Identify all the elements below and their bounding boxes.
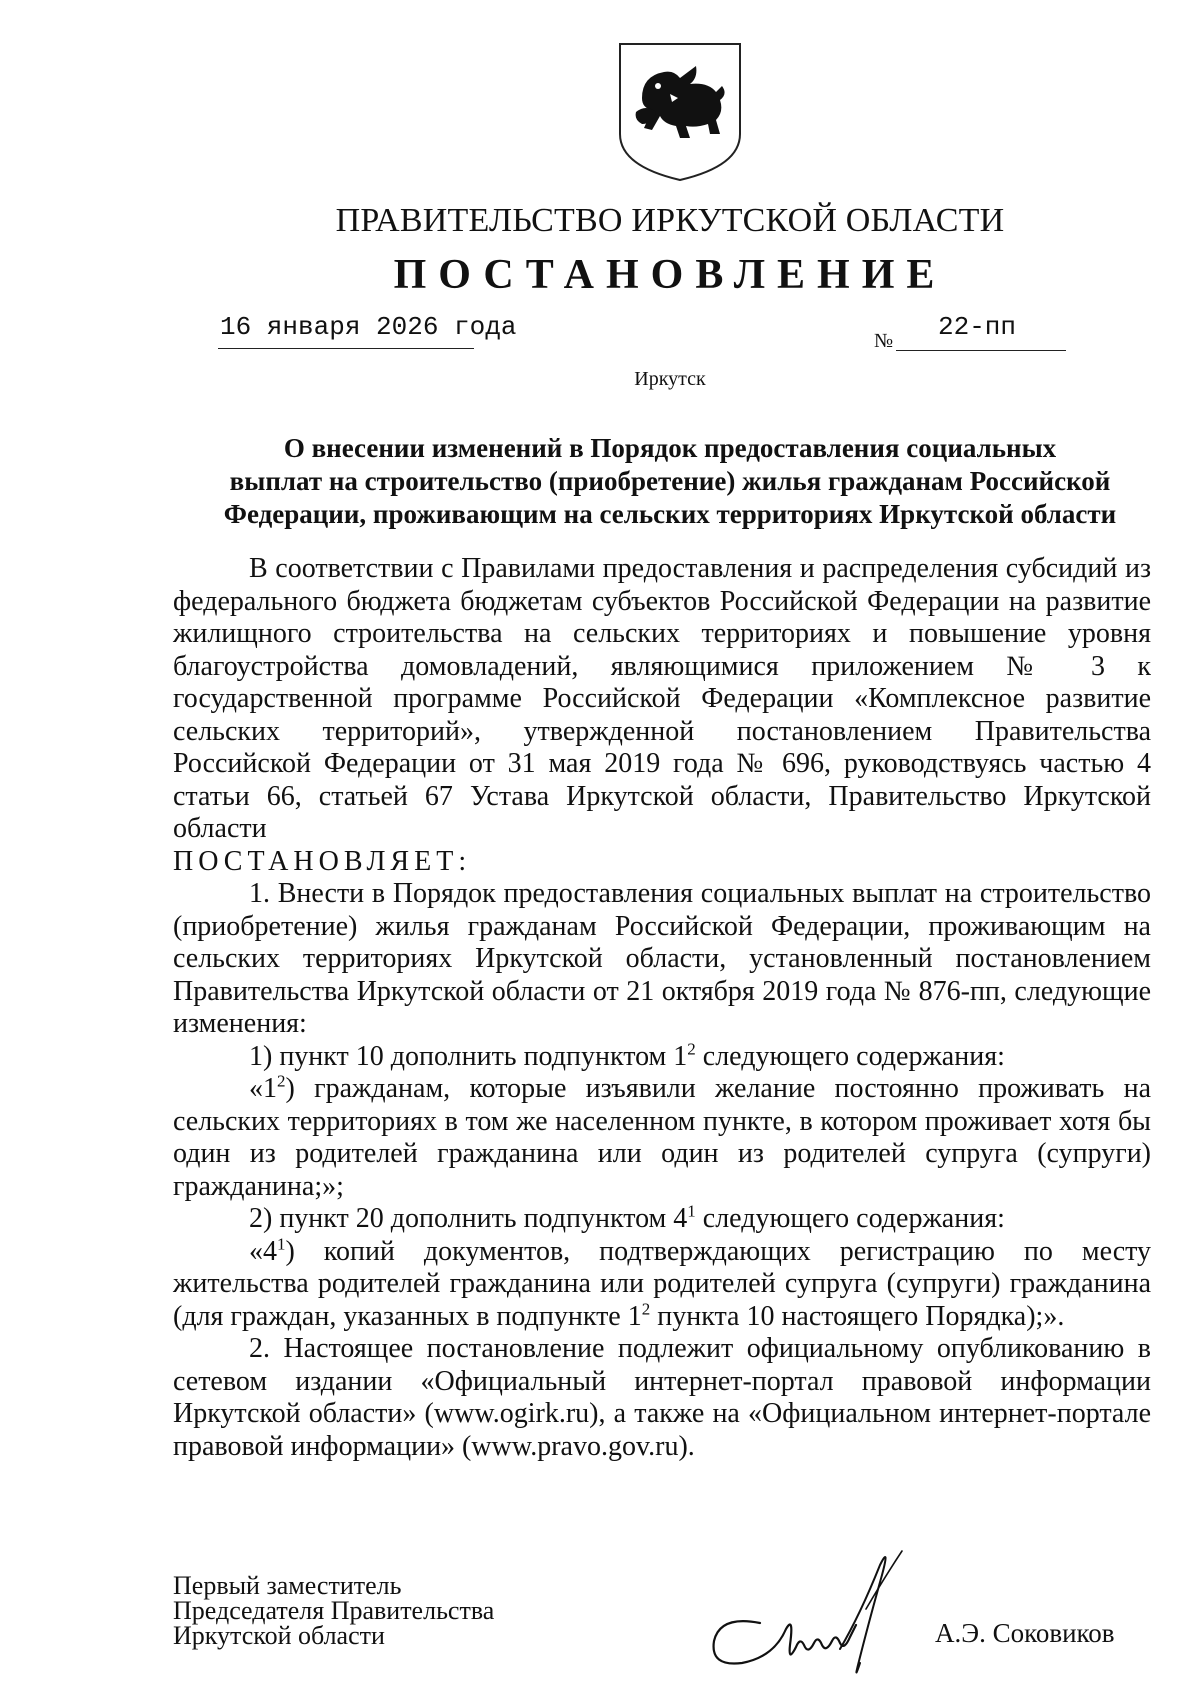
signer-position	[173, 1573, 573, 1648]
subject-line: О внесении изменений в Порядок предоставления социальных	[283, 433, 1057, 463]
subitem-2-text-end: следующего содержания:	[695, 1203, 1005, 1234]
quote-2-start: «4	[249, 1235, 277, 1267]
quote-1-paragraph	[173, 1073, 1151, 1203]
date-underline	[218, 348, 474, 349]
signer-position-line: Иркутской области	[173, 1621, 385, 1650]
superscript: 2	[277, 1071, 286, 1091]
signer-position-line: Председателя Правительства	[173, 1596, 495, 1625]
date-block	[220, 312, 517, 342]
subitem-1-text: 1) пункт 10 дополнить подпунктом 1	[249, 1040, 688, 1072]
document-number: 22-пп	[938, 312, 1017, 342]
quote-1-text: ) гражданам, которые изъявили желание постоянно проживать на сельских территориях в том же населенном пункте, в котором проживает хотя бы один из родителей гражданина или один из родителей супруга (супруги) гражданина;»;	[173, 1073, 1151, 1202]
subject-line: выплат на строительство (приобретение) жилья гражданам Российской	[229, 466, 1111, 496]
irkutsk-coat-of-arms-icon	[612, 38, 748, 184]
number-underline	[896, 350, 1066, 351]
quote-1-start: «1	[249, 1073, 277, 1104]
superscript: 2	[641, 1299, 651, 1319]
subitem-2-text: 2) пункт 20 дополнить подпунктом 4	[249, 1203, 688, 1234]
superscript: 1	[687, 1201, 696, 1221]
preamble-paragraph: В соответствии с Правилами предоставления и распределения субсидий из федерального бюджета бюджетам субъектов Российской Федерации на развитие жилищного строительства на сельских территориях и повышение уровня благоустройства домовладений, являющимися приложением № 3 к государственной программе Российской Федерации «Комплексное развитие сельских территорий», утвержденной постановлением Правительства Российской Федерации от 31 мая 2019 года № 696, руководствуясь частью 4 статьи 66, статьей 67 Устава Иркутской области, Правительство Иркутской области	[173, 553, 1151, 844]
superscript: 1	[277, 1234, 286, 1254]
subject-line: Федерации, проживающим на сельских территориях Иркутской области	[223, 499, 1117, 529]
signer-name: А.Э. Соковиков	[935, 1618, 1115, 1648]
number-sign: №	[874, 330, 894, 352]
subitem-1-text-end: следующего содержания:	[695, 1040, 1005, 1072]
document-type-title: ПОСТАНОВЛЕНИЕ	[393, 252, 947, 298]
decree-word: ПОСТАНОВЛЯЕТ:	[173, 845, 472, 877]
document-body	[173, 553, 1151, 1463]
quote-2-text: ) копий документов, подтверждающих регистрацию по месту жительства родителей гражданина или родителей супруга (супруги) гражданина (для граждан, указанных в подпункте 1	[173, 1235, 1151, 1332]
government-name: ПРАВИТЕЛЬСТВО ИРКУТСКОЙ ОБЛАСТИ	[335, 202, 1005, 239]
quote-2-paragraph	[173, 1236, 1151, 1334]
handwritten-signature-icon	[690, 1545, 930, 1685]
document-date: 16 января 2026 года	[220, 312, 517, 342]
subitem-1-paragraph	[173, 1041, 1151, 1074]
quote-2-text-end: пункта 10 настоящего Порядка);».	[650, 1300, 1065, 1332]
signer-position-line: Первый заместитель	[173, 1571, 402, 1600]
item-1-paragraph: 1. Внести в Порядок предоставления социальных выплат на строительство (приобретение) жилья гражданам Российской Федерации, проживающим на сельских территориях Иркутской области, установленный постановлением Правительства Иркутской области от 21 октября 2019 года № 876-пп, следующие изменения:	[173, 878, 1151, 1039]
city-name: Иркутск	[634, 368, 706, 390]
item-2-paragraph: 2. Настоящее постановление подлежит официальному опубликованию в сетевом издании «Официальный интернет-портал правовой информации Иркутской области» (www.ogirk.ru), а также на «Официальном интернет-портале правовой информации» (www.pravo.gov.ru).	[173, 1333, 1151, 1462]
superscript: 2	[687, 1039, 696, 1059]
document-subject	[180, 432, 1160, 531]
subitem-2-paragraph	[173, 1203, 1151, 1236]
